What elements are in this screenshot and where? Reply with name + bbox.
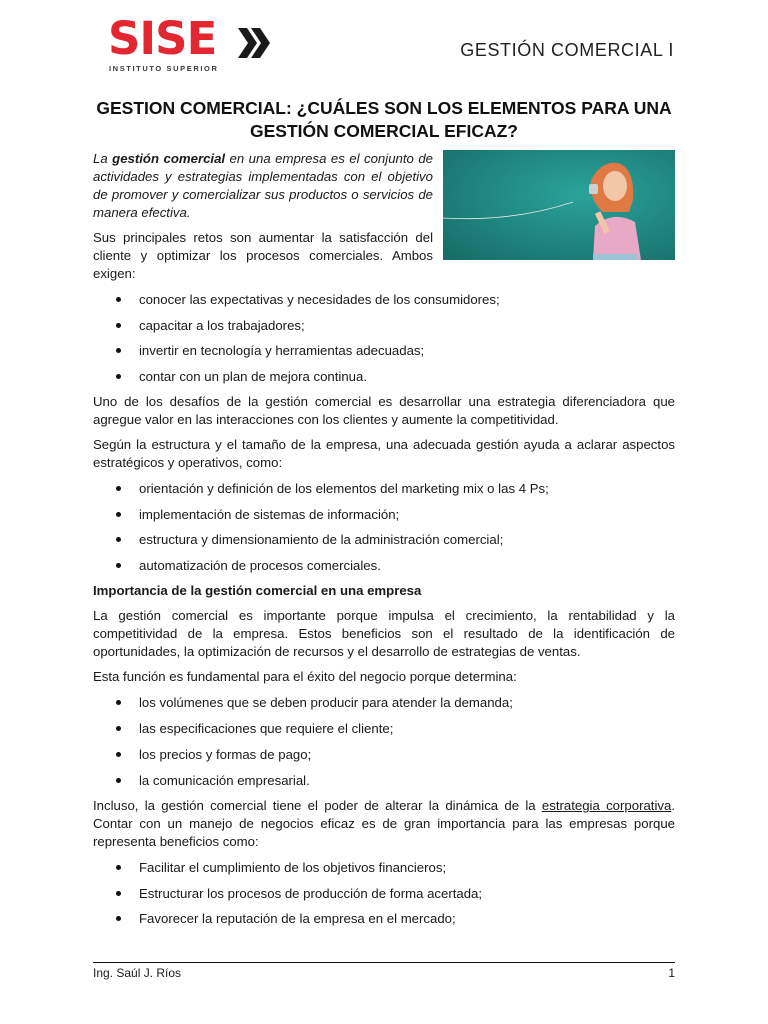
list-item-text: los precios y formas de pago; (139, 747, 312, 762)
footer-author: Ing. Saúl J. Ríos (93, 966, 182, 980)
intro-paragraph (93, 150, 433, 222)
importancia-paragraph: La gestión comercial es importante porque impulsa el crecimiento, la rentabilidad y la competitividad de la empresa. Estos beneficios son el resultado de la identificación de oportunidades, la optimización de recursos y el desarrollo de estrategias de ventas. (93, 608, 675, 659)
bullet-icon (116, 374, 121, 379)
bullet-icon (116, 700, 121, 705)
bullet-icon (116, 916, 121, 921)
bullet-icon (116, 752, 121, 757)
title-line-1: GESTION COMERCIAL: ¿CUÁLES SON LOS ELEMENTOS PARA UNA (96, 98, 672, 118)
bullet-icon (116, 348, 121, 353)
list-item-text: las especificaciones que requiere el cliente; (139, 721, 394, 736)
footer-divider (93, 962, 675, 963)
bullet-icon (116, 891, 121, 896)
bullet-icon (116, 726, 121, 731)
estructura-paragraph: Según la estructura y el tamaño de la empresa, una adecuada gestión ayuda a aclarar aspectos estratégicos y operativos, como: (93, 437, 675, 470)
section-heading: Importancia de la gestión comercial en una empresa (93, 583, 422, 598)
woman-tin-can-phone-image (443, 150, 675, 260)
incluso-prefix: Incluso, la gestión comercial tiene el poder de alterar la dinámica de la (93, 798, 542, 813)
list-item-text: Facilitar el cumplimiento de los objetivos financieros; (139, 860, 447, 875)
incluso-paragraph (93, 797, 675, 851)
incluso-suffix: . Contar con un manejo de negocios eficaz es de gran importancia para las empresas porque representa beneficios como: (93, 798, 675, 849)
title-line-2: GESTIÓN COMERCIAL EFICAZ? (249, 121, 518, 141)
bullet-icon (116, 537, 121, 542)
estrategia-corporativa-link[interactable]: estrategia corporativa (541, 798, 672, 813)
list-item-text: orientación y definición de los elementos del marketing mix o las 4 Ps; (139, 481, 549, 496)
logo-subtitle: INSTITUTO SUPERIOR (109, 64, 219, 73)
bullet-icon (116, 563, 121, 568)
list-item-text: la comunicación empresarial. (139, 773, 310, 788)
sise-logo (108, 12, 278, 74)
list-item-text: conocer las expectativas y necesidades de los consumidores; (139, 292, 500, 307)
retos-paragraph: Sus principales retos son aumentar la satisfacción del cliente y optimizar los procesos comerciales. Ambos exigen: (93, 230, 433, 281)
list-item-text: capacitar a los trabajadores; (139, 318, 305, 333)
logo-wordmark: SISE (108, 12, 217, 65)
bullet-icon (116, 778, 121, 783)
chevron-right-icon (236, 26, 272, 60)
bullet-icon (116, 323, 121, 328)
list-item-text: automatización de procesos comerciales. (139, 558, 381, 573)
course-title: GESTIÓN COMERCIAL I (460, 40, 674, 60)
intro-bold: gestión comercial (112, 151, 226, 166)
bullet-icon (116, 512, 121, 517)
document-title (93, 97, 675, 143)
page-number: 1 (668, 966, 675, 980)
list-item-text: implementación de sistemas de información; (139, 507, 400, 522)
list-item-text: Estructurar los procesos de producción de forma acertada; (139, 886, 483, 901)
list-item-text: los volúmenes que se deben producir para atender la demanda; (139, 695, 513, 710)
bullet-icon (116, 297, 121, 302)
intro-suffix: en una empresa es el conjunto de actividades y estrategias implementadas con el objetivo de promover y comercializar sus productos o servicios de manera efectiva. (93, 151, 433, 220)
funcion-paragraph: Esta función es fundamental para el éxito del negocio porque determina: (93, 669, 517, 684)
list-item-text: Favorecer la reputación de la empresa en el mercado; (139, 911, 456, 926)
list-item-text: invertir en tecnología y herramientas adecuadas; (139, 343, 425, 358)
bullet-icon (116, 865, 121, 870)
intro-prefix: La (93, 151, 113, 166)
list-item-text: estructura y dimensionamiento de la administración comercial; (139, 532, 504, 547)
list-item-text: contar con un plan de mejora continua. (139, 369, 367, 384)
bullet-icon (116, 486, 121, 491)
desafios-paragraph: Uno de los desafíos de la gestión comercial es desarrollar una estrategia diferenciadora que agregue valor en las interacciones con los clientes y aumente la competitividad. (93, 394, 675, 427)
